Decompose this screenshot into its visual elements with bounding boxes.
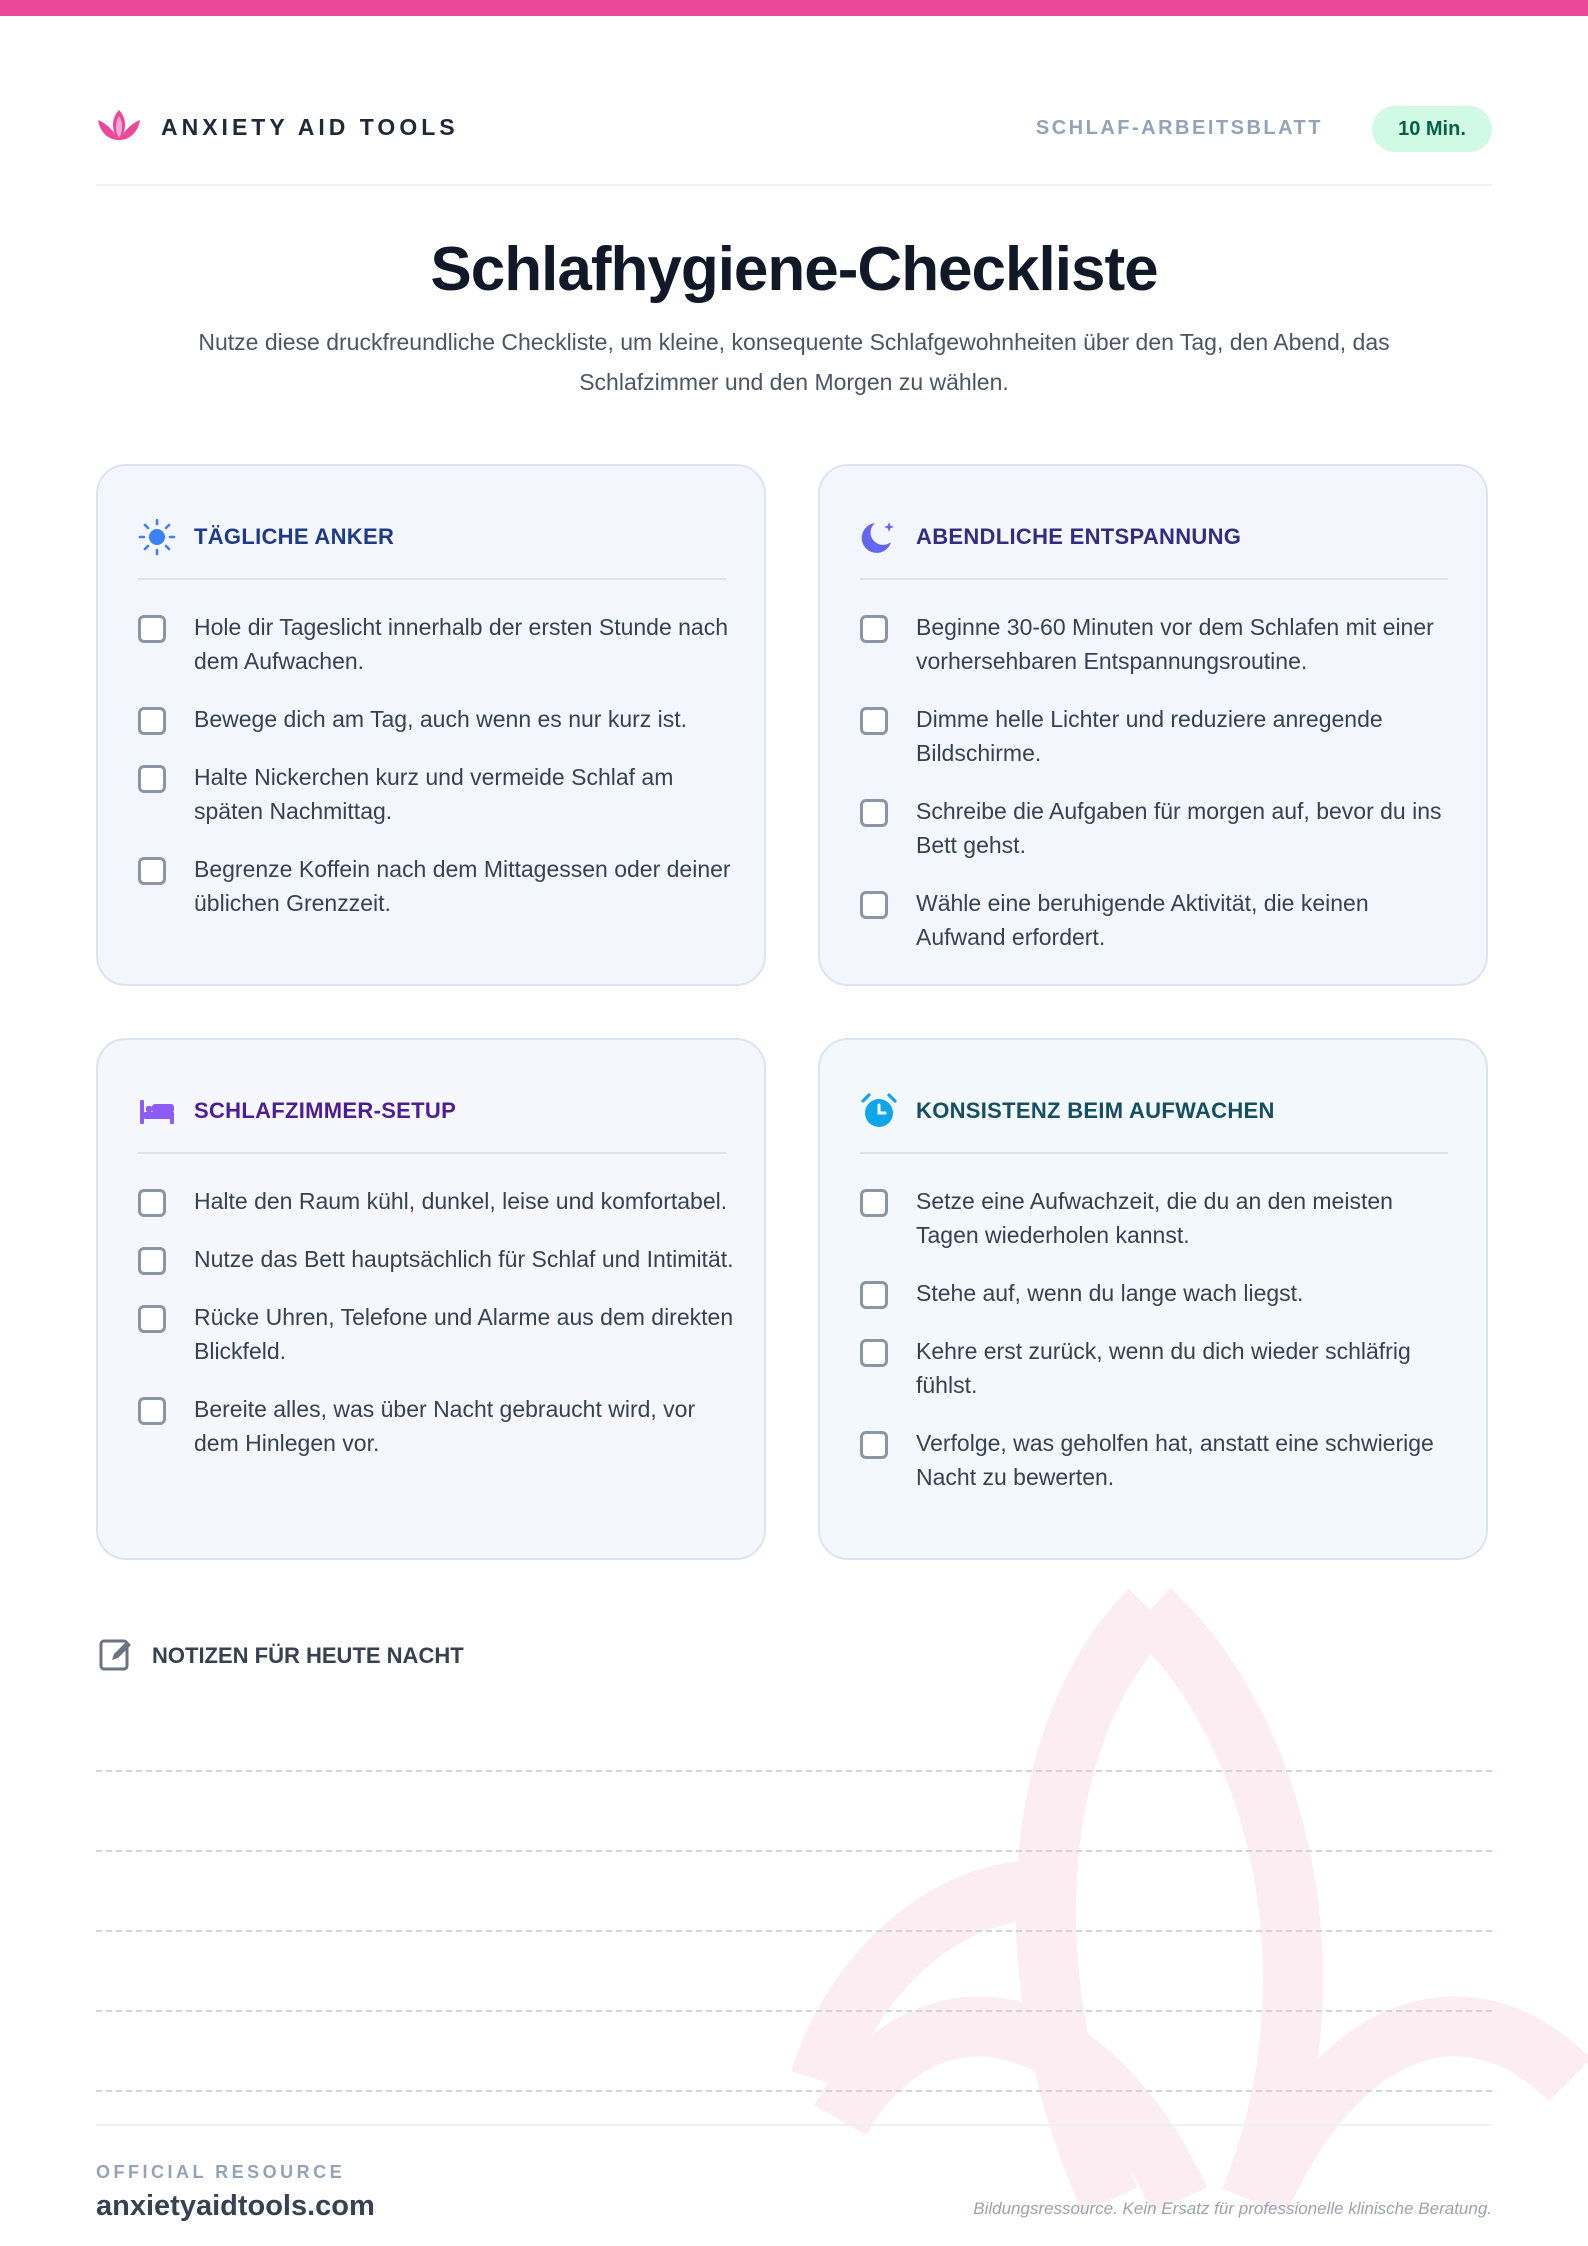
checkbox[interactable] xyxy=(138,1189,166,1217)
checkbox[interactable] xyxy=(138,857,166,885)
checklist-item xyxy=(138,760,738,828)
checklist-item-text: Schreibe die Aufgaben für morgen auf, bevor du ins Bett gehst. xyxy=(916,798,1442,858)
checklist-item-text: Halte den Raum kühl, dunkel, leise und komfortabel. xyxy=(194,1188,728,1214)
checklist-item-text: Kehre erst zurück, wenn du dich wieder schläfrig fühlst. xyxy=(916,1338,1411,1398)
checklist-item xyxy=(860,1334,1460,1402)
checklist-item-text: Bereite alles, was über Nacht gebraucht wird, vor dem Hinlegen vor. xyxy=(194,1396,696,1456)
card-bedroom-setup xyxy=(96,1038,766,1560)
card-evening-wind-down xyxy=(818,464,1488,986)
checklist-item xyxy=(138,1184,738,1218)
notes-title: NOTIZEN FÜR HEUTE NACHT xyxy=(152,1643,464,1668)
checklist-item xyxy=(138,702,738,736)
checklist-item-text: Dimme helle Lichter und reduziere anregende Bildschirme. xyxy=(916,706,1383,766)
page-title: Schlafhygiene-Checkliste xyxy=(430,235,1158,304)
checkbox[interactable] xyxy=(138,1247,166,1275)
checklist-item-text: Halte Nickerchen kurz und vermeide Schlaf am späten Nachmittag. xyxy=(194,764,674,824)
checkbox[interactable] xyxy=(138,765,166,793)
alarm-clock-icon xyxy=(860,1092,898,1130)
checklist xyxy=(138,610,738,944)
checklist-item xyxy=(860,1426,1460,1494)
checklist-item xyxy=(138,1300,738,1368)
note-line[interactable] xyxy=(96,1850,1492,1852)
checklist-item-text: Rücke Uhren, Telefone und Alarme aus dem direkten Blickfeld. xyxy=(194,1304,734,1364)
duration-badge: 10 Min. xyxy=(1372,106,1492,152)
checkbox[interactable] xyxy=(860,1281,888,1309)
card-title: SCHLAFZIMMER-SETUP xyxy=(194,1098,457,1123)
lotus-watermark xyxy=(780,1560,1588,2246)
disclaimer: Bildungsressource. Kein Ersatz für professionelle klinische Beratung. xyxy=(973,2199,1492,2218)
checkbox[interactable] xyxy=(860,1339,888,1367)
checklist xyxy=(860,610,1460,978)
checklist-item xyxy=(138,852,738,920)
checklist-item xyxy=(860,1276,1460,1310)
card-divider xyxy=(138,578,726,580)
checkbox[interactable] xyxy=(138,1397,166,1425)
card-divider xyxy=(860,1152,1448,1154)
note-line[interactable] xyxy=(96,1770,1492,1772)
checklist-item xyxy=(860,610,1460,678)
checklist-item xyxy=(860,794,1460,862)
pencil-note-icon xyxy=(98,1636,134,1672)
checklist-item xyxy=(860,1184,1460,1252)
checklist-item-text: Wähle eine beruhigende Aktivität, die keinen Aufwand erfordert. xyxy=(916,890,1369,950)
bed-icon xyxy=(138,1092,176,1130)
checklist-item-text: Verfolge, was geholfen hat, anstatt eine schwierige Nacht zu bewerten. xyxy=(916,1430,1434,1490)
official-resource-label: OFFICIAL RESOURCE xyxy=(96,2162,346,2182)
card-title: KONSISTENZ BEIM AUFWACHEN xyxy=(916,1098,1275,1123)
note-line[interactable] xyxy=(96,2010,1492,2012)
checklist xyxy=(138,1184,738,1484)
checklist-item-text: Bewege dich am Tag, auch wenn es nur kurz ist. xyxy=(194,706,688,732)
checkbox[interactable] xyxy=(860,707,888,735)
checkbox[interactable] xyxy=(860,891,888,919)
top-accent-bar xyxy=(0,0,1588,16)
checkbox[interactable] xyxy=(138,707,166,735)
sheet-label: SCHLAF-ARBEITSBLATT xyxy=(1035,117,1323,139)
checklist-item-text: Beginne 30-60 Minuten vor dem Schlafen mit einer vorhersehbaren Entspannungsroutine. xyxy=(916,614,1434,674)
checklist xyxy=(860,1184,1460,1518)
card-title: TÄGLICHE ANKER xyxy=(194,524,395,549)
checkbox[interactable] xyxy=(860,615,888,643)
checklist-item-text: Setze eine Aufwachzeit, die du an den meisten Tagen wiederholen kannst. xyxy=(916,1188,1393,1248)
page-subtitle: Nutze diese druckfreundliche Checkliste, um kleine, konsequente Schlafgewohnheiten über den Tag, den Abend, das Schlafzimmer und den Morgen zu wählen. xyxy=(198,329,1390,395)
note-line[interactable] xyxy=(96,2090,1492,2092)
moon-icon xyxy=(860,518,898,556)
sun-icon xyxy=(138,518,176,556)
note-line[interactable] xyxy=(96,1930,1492,1932)
site-url[interactable]: anxietyaidtools.com xyxy=(96,2190,375,2222)
card-title: ABENDLICHE ENTSPANNUNG xyxy=(916,524,1242,549)
checklist-item xyxy=(860,702,1460,770)
checklist-item xyxy=(138,610,738,678)
checklist-item-text: Begrenze Koffein nach dem Mittagessen oder deiner üblichen Grenzzeit. xyxy=(194,856,731,916)
card-divider xyxy=(138,1152,726,1154)
footer-divider xyxy=(96,2124,1492,2126)
checklist-item xyxy=(860,886,1460,954)
header-divider xyxy=(96,184,1492,186)
checklist-item xyxy=(138,1242,738,1276)
brand-name: ANXIETY AID TOOLS xyxy=(161,114,459,140)
lotus-logo-icon xyxy=(96,108,142,144)
checklist-item-text: Hole dir Tageslicht innerhalb der ersten Stunde nach dem Aufwachen. xyxy=(194,614,729,674)
checklist-item-text: Stehe auf, wenn du lange wach liegst. xyxy=(916,1280,1304,1306)
card-wake-consistency xyxy=(818,1038,1488,1560)
checklist-item xyxy=(138,1392,738,1460)
card-divider xyxy=(860,578,1448,580)
checkbox[interactable] xyxy=(860,799,888,827)
checklist-item-text: Nutze das Bett hauptsächlich für Schlaf und Intimität. xyxy=(194,1246,734,1272)
card-daily-anchors xyxy=(96,464,766,986)
checkbox[interactable] xyxy=(138,615,166,643)
checkbox[interactable] xyxy=(138,1305,166,1333)
checkbox[interactable] xyxy=(860,1431,888,1459)
checkbox[interactable] xyxy=(860,1189,888,1217)
